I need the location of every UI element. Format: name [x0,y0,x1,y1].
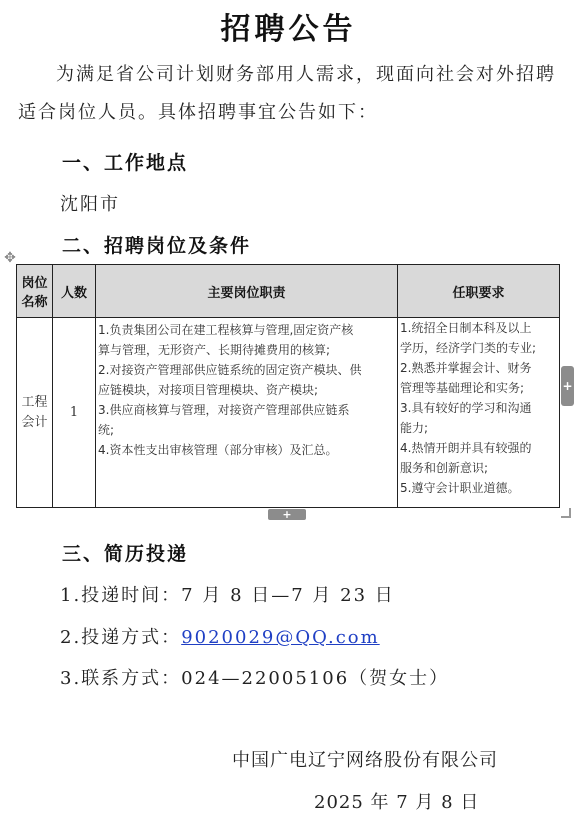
requirement-line: 4.热情开朗并具有较强的 [400,441,532,455]
add-row-button[interactable]: + [268,509,306,520]
submission-method [60,623,380,649]
duty-line: 统; [98,423,115,437]
submission-method-label: 2.投递方式： [60,627,182,648]
cell-requirements [398,318,560,508]
submission-time: 1.投递时间：7 月 8 日—7 月 23 日 [60,585,395,606]
header-position: 岗位名称 [17,265,53,318]
duty-line: 应链模块，对接项目管理模块、资产模块; [98,383,319,397]
requirement-line: 能力; [400,421,429,435]
table-resize-handle-icon[interactable] [561,508,571,518]
duty-line: 4.资本性支出审核管理（部分审核）及汇总。 [98,443,338,457]
duty-line: 3.供应商核算与管理，对接资产管理部供应链系 [98,403,350,417]
add-column-button[interactable]: + [561,366,574,406]
duty-line: 算与管理，无形资产、长期待摊费用的核算; [98,343,331,357]
header-duties: 主要岗位职责 [96,265,398,318]
location-text: 沈阳市 [60,194,120,215]
document-title: 招聘公告 [220,12,357,47]
requirement-line: 管理等基础理论和实务; [400,381,525,395]
requirement-line: 服务和创新意识; [400,461,489,475]
cell-duties [96,318,398,508]
duty-line: 2.对接资产管理部供应链系统的固定资产模块、供 [98,363,362,377]
requirement-line: 5.遵守会计职业道德。 [400,481,520,495]
cell-count: 1 [53,318,96,508]
header-count: 人数 [53,265,96,318]
section-heading-location: 一、工作地点 [62,152,189,174]
signature-date: 2025 年 7 月 8 日 [314,792,480,813]
table-header-row [17,265,560,318]
table-row [17,318,560,508]
requirement-line: 1.统招全日制本科及以上 [400,321,532,335]
cell-position: 工程会计 [17,318,53,508]
requirement-line: 2.熟悉并掌握会计、财务 [400,361,532,375]
requirement-line: 3.具有较好的学习和沟通 [400,401,532,415]
intro-paragraph: 为满足省公司计划财务部用人需求，现面向社会对外招聘适合岗位人员。具体招聘事宜公告如下： [18,64,556,123]
duty-line: 1.负责集团公司在建工程核算与管理,固定资产核 [98,323,354,337]
table-move-handle-icon[interactable]: ✥ [4,250,16,266]
contact-info: 3.联系方式：024—22005106（贺女士） [60,668,450,689]
email-link[interactable]: 9020029@QQ.com [181,627,380,648]
positions-table-container [16,264,559,508]
section-heading-resume: 三、简历投递 [62,543,189,565]
positions-table [16,264,560,508]
section-heading-positions: 二、招聘岗位及条件 [62,235,252,257]
signature-company: 中国广电辽宁网络股份有限公司 [232,750,498,771]
header-requirements: 任职要求 [398,265,560,318]
requirement-line: 学历，经济学门类的专业; [400,341,537,355]
